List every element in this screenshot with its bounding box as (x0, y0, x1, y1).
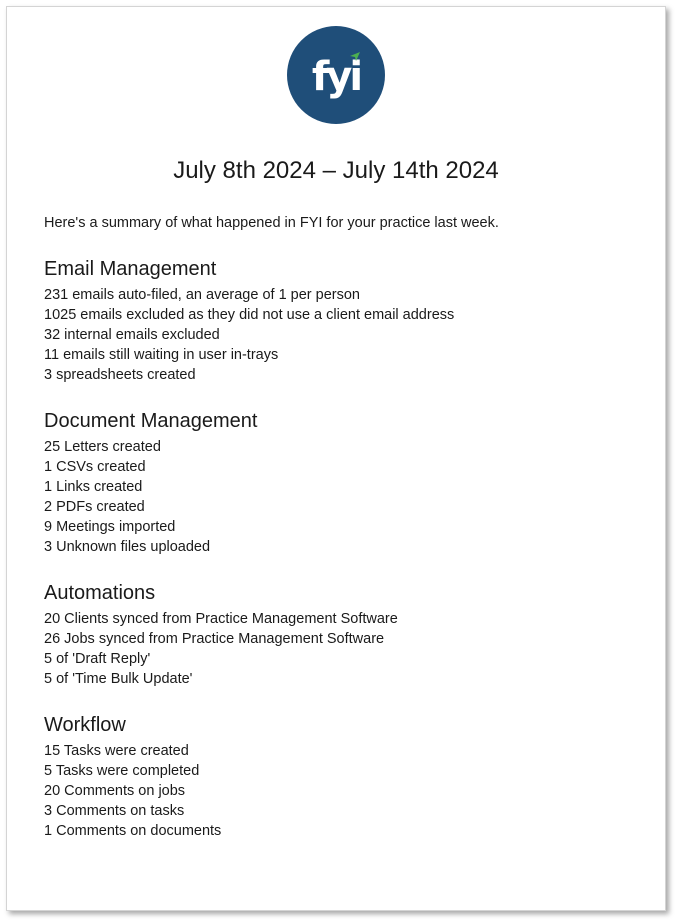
page-title: July 8th 2024 – July 14th 2024 (173, 157, 499, 184)
fyi-logo (287, 26, 385, 124)
section-heading: Email Management (44, 258, 217, 280)
section-automations (44, 580, 644, 689)
section-heading: Automations (44, 582, 156, 604)
list-item: 2 PDFs created (44, 499, 145, 515)
section-document-management (44, 408, 644, 557)
list-item: 11 emails still waiting in user in-trays (44, 347, 279, 363)
report-content (44, 213, 644, 864)
section-workflow (44, 712, 644, 841)
list-item: 3 Unknown files uploaded (44, 539, 211, 555)
section-email-management (44, 256, 644, 385)
list-item: 9 Meetings imported (44, 519, 176, 535)
list-item: 5 of 'Time Bulk Update' (44, 671, 193, 687)
intro-text: Here's a summary of what happened in FYI for your practice last week. (44, 215, 499, 231)
list-item: 1 Comments on documents (44, 823, 222, 839)
section-heading: Document Management (44, 410, 258, 432)
list-item: 32 internal emails excluded (44, 327, 220, 343)
list-item: 3 Comments on tasks (44, 803, 185, 819)
list-item: 26 Jobs synced from Practice Management Software (44, 631, 385, 647)
list-item: 1 Links created (44, 479, 143, 495)
section-heading: Workflow (44, 714, 126, 736)
list-item: 25 Letters created (44, 439, 161, 455)
list-item: 20 Clients synced from Practice Management Software (44, 611, 398, 627)
list-item: 1 CSVs created (44, 459, 146, 475)
list-item: 1025 emails excluded as they did not use a client email address (44, 307, 455, 323)
list-item: 15 Tasks were created (44, 743, 189, 759)
leaf-icon (350, 52, 360, 61)
list-item: 20 Comments on jobs (44, 783, 186, 799)
list-item: 5 of 'Draft Reply' (44, 651, 151, 667)
list-item: 3 spreadsheets created (44, 367, 196, 383)
list-item: 5 Tasks were completed (44, 763, 200, 779)
logo-container (7, 26, 665, 124)
logo-text: fyi (311, 54, 361, 100)
email-report-page (6, 6, 666, 911)
list-item: 231 emails auto-filed, an average of 1 per person (44, 287, 360, 303)
